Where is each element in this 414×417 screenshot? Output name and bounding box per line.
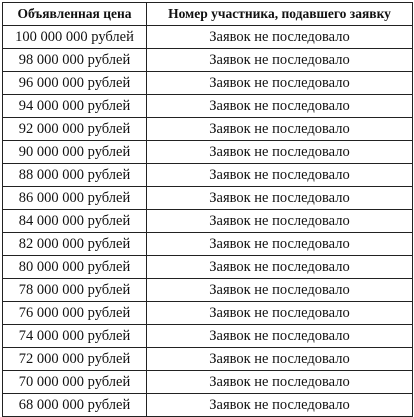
participant-cell: Заявок не последовало [147, 394, 413, 417]
price-cell: 98 000 000 рублей [3, 49, 147, 72]
price-cell: 68 000 000 рублей [3, 394, 147, 417]
price-cell: 86 000 000 рублей [3, 187, 147, 210]
table-row [3, 72, 413, 95]
participant-cell: Заявок не последовало [147, 164, 413, 187]
price-cell: 84 000 000 рублей [3, 210, 147, 233]
table-header-row [3, 3, 413, 26]
column-header-announced-price: Объявленная цена [3, 3, 147, 26]
price-cell: 90 000 000 рублей [3, 141, 147, 164]
participant-cell: Заявок не последовало [147, 233, 413, 256]
participant-cell: Заявок не последовало [147, 72, 413, 95]
price-cell: 88 000 000 рублей [3, 164, 147, 187]
price-cell: 92 000 000 рублей [3, 118, 147, 141]
table-row [3, 49, 413, 72]
table-row [3, 141, 413, 164]
table-row [3, 302, 413, 325]
price-cell: 96 000 000 рублей [3, 72, 147, 95]
column-header-participant-number: Номер участника, подавшего заявку [147, 3, 413, 26]
participant-cell: Заявок не последовало [147, 210, 413, 233]
participant-cell: Заявок не последовало [147, 371, 413, 394]
price-cell: 78 000 000 рублей [3, 279, 147, 302]
participant-cell: Заявок не последовало [147, 325, 413, 348]
price-cell: 100 000 000 рублей [3, 26, 147, 49]
bids-table [2, 2, 413, 417]
participant-cell: Заявок не последовало [147, 49, 413, 72]
table-row [3, 233, 413, 256]
table-row [3, 371, 413, 394]
participant-cell: Заявок не последовало [147, 26, 413, 49]
table-row [3, 164, 413, 187]
participant-cell: Заявок не последовало [147, 141, 413, 164]
price-cell: 76 000 000 рублей [3, 302, 147, 325]
participant-cell: Заявок не последовало [147, 279, 413, 302]
table-row [3, 279, 413, 302]
table-row [3, 325, 413, 348]
price-cell: 94 000 000 рублей [3, 95, 147, 118]
participant-cell: Заявок не последовало [147, 302, 413, 325]
participant-cell: Заявок не последовало [147, 187, 413, 210]
participant-cell: Заявок не последовало [147, 95, 413, 118]
table-row [3, 95, 413, 118]
participant-cell: Заявок не последовало [147, 256, 413, 279]
table-row [3, 256, 413, 279]
table-row [3, 348, 413, 371]
table-row [3, 118, 413, 141]
participant-cell: Заявок не последовало [147, 348, 413, 371]
price-cell: 70 000 000 рублей [3, 371, 147, 394]
table-row [3, 210, 413, 233]
table-row [3, 26, 413, 49]
price-cell: 74 000 000 рублей [3, 325, 147, 348]
table-row [3, 187, 413, 210]
price-cell: 72 000 000 рублей [3, 348, 147, 371]
price-cell: 80 000 000 рублей [3, 256, 147, 279]
table-row [3, 394, 413, 417]
participant-cell: Заявок не последовало [147, 118, 413, 141]
price-cell: 82 000 000 рублей [3, 233, 147, 256]
